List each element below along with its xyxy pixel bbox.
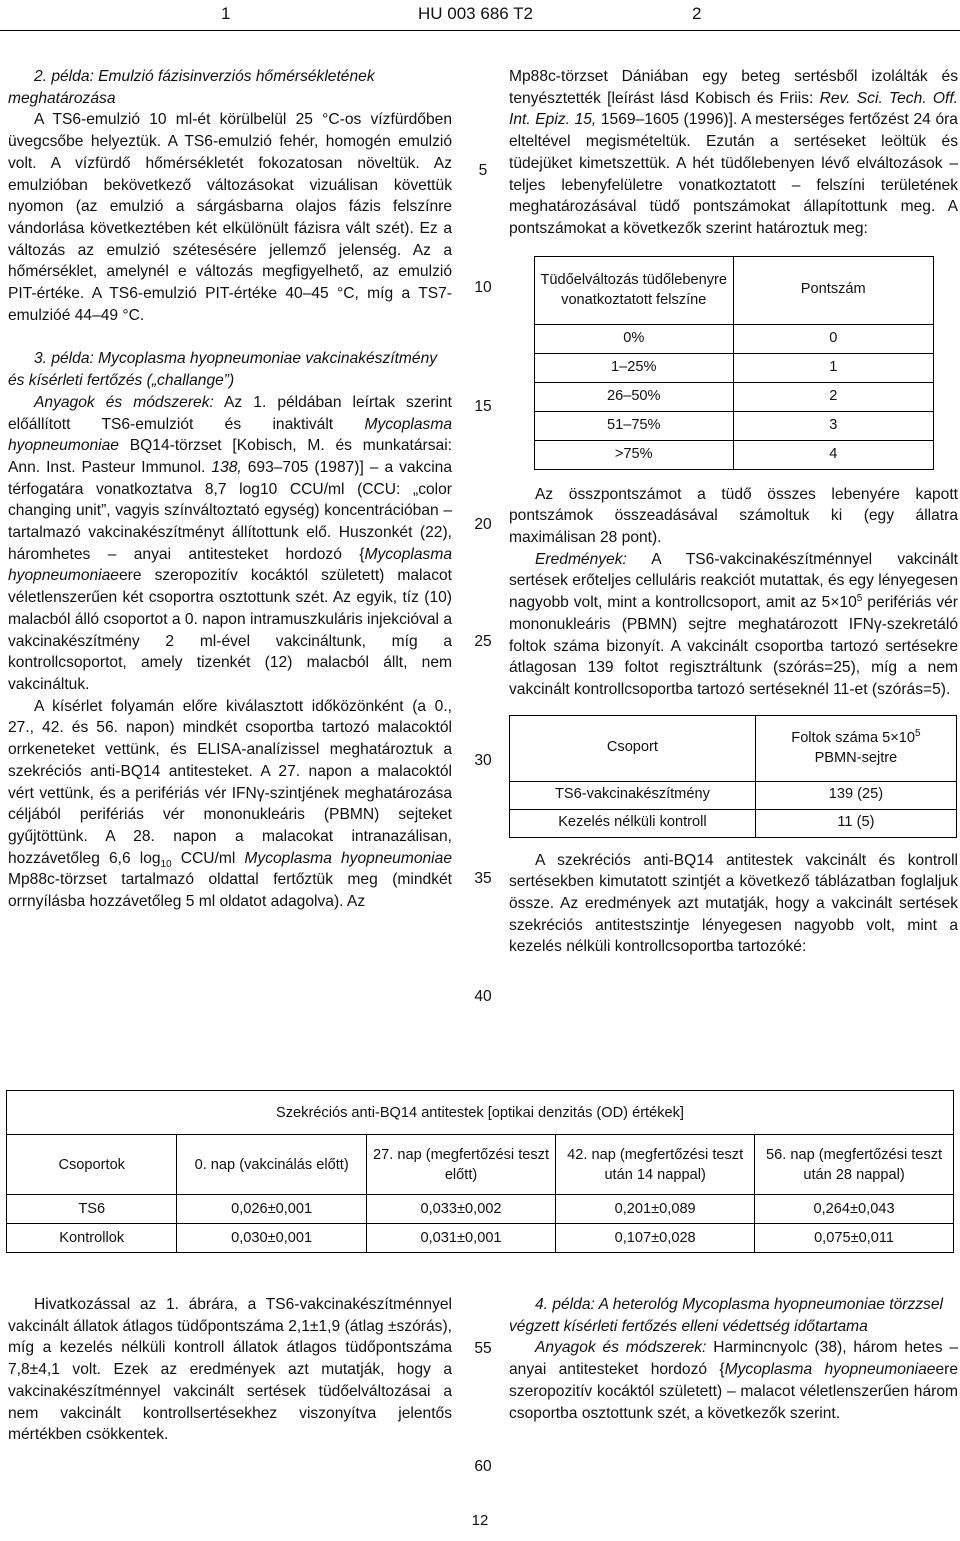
table-cell: 0,026±0,001 [177, 1195, 366, 1224]
table-cell: 0,031±0,001 [366, 1224, 555, 1253]
table-cell: >75% [534, 440, 734, 469]
bottom-left-paragraph: Hivatkozással az 1. ábrára, a TS6-vakcinakészítménnyel vakcinált állatok átlagos tüdőpontszáma 2,1±1,9 (átlag ±szórás), míg a kezelés nélküli kontroll állatok átlagos tüdőpontszáma 7,8±4,1 volt. Ezek az eredmények azt mutatják, hogy a vakcinakészítménnyel vakcinált sertések tüdőelváltozásai a nem vakcinált kontrollsertésekhez viszonyítva jelentős mértékben csökkentek. [8, 1296, 452, 1444]
text-run: Mycoplasma hyopneumoniae [244, 849, 452, 867]
line-number: 10 [474, 279, 492, 296]
bottom-right-column [509, 1294, 958, 1424]
line-number: 25 [474, 633, 492, 650]
lung-score-table [534, 256, 934, 470]
text-run: Mp88c-törzset Dániában egy beteg sertésből izolálták és tenyésztették [leírást lásd Kobisch és Friis: [509, 68, 958, 107]
right-paragraph-1 [509, 66, 958, 240]
line-number: 40 [474, 988, 492, 1005]
header-patent-number: HU 003 686 T2 [418, 4, 533, 23]
text-run: perifériás vér mononukleáris (PBMN) sejtre meghatározott IFNγ-szekretáló foltok száma bizonyít. A vakcinált csoportba tartozó sertésekre átlagosan 139 foltot regisztráltunk (szórás=25), míg a nem vakcinált kontrollcsoportba tartozó sertéseknél 11-et (szórás=5). [509, 594, 958, 698]
ifn-spot-table [509, 715, 957, 838]
table-cell: Kontrollok [7, 1224, 177, 1253]
table-cell: 0,201±0,089 [556, 1195, 755, 1224]
methods-label: Anyagok és módszerek: [535, 1339, 707, 1357]
header-left-page: 1 [221, 4, 231, 23]
text-run: Mycoplasma hyopneumoniae [8, 545, 452, 585]
table-cell: TS6-vakcinakészítmény [510, 781, 756, 809]
table-cell: 0,264±0,043 [755, 1195, 954, 1224]
text-run: 5 [915, 728, 921, 740]
text-run: Mp88c-törzset tartalmazó oldattal fertőztük meg (mindkét orrnyílásba hozzávetőleg 5 ml oldatot adagolva). Az [8, 871, 452, 911]
right-column [509, 66, 958, 958]
table-cell: 4 [734, 440, 934, 469]
text-run: PBMN-sejtre [814, 750, 898, 767]
text-run: 5 [856, 592, 863, 604]
page-number: 12 [471, 1512, 489, 1529]
table-cell: 2 [734, 382, 934, 411]
table-cell: 0% [534, 324, 734, 353]
table-cell: 51–75% [534, 411, 734, 440]
right-paragraph-3 [509, 549, 958, 701]
text-run: A TS6-vakcinakészítménnyel vakcinált sertések erőteljes celluláris reakciót mutattak, és egy lényegesen nagyobb volt, mint a kontrollcsoport, amit az 5×10 [509, 550, 958, 612]
text-run: Foltok száma 5×10 [791, 730, 915, 747]
text-run: BQ14-törzset [Kobisch, M. és munkatársai: Ann. Inst. Pasteur Immunol. [8, 437, 452, 476]
table-cell: 0,033±0,002 [366, 1195, 555, 1224]
text-run: A kísérlet folyamán előre kiválasztott időközönként (a 0., 27., 42. és 56. napon) mindkét csoportba tartozó malacoktól orrkeneteket vettünk, és ELISA-analízissel meghatároztuk a szekréciós anti-BQ14 antitesteket. A 27. napon a malacoktól vért vettünk, és a perifériás vér IFNγ-szintjének meghatározása céljából perifériás vér mononukleáris (PBMN) sejteket gyűjtöttünk. A 28. napon a malacokat intranazálisan, hozzávetőleg 6,6 log [8, 697, 452, 867]
text-run: 693–705 (1987)] – a vakcina térfogatára vonatkoztatva 8,7 log10 CCU/ml (CCU: „color changing unit”, vagyis színváltoztató egység) koncentrációban – tartalmazó vakcinakészítményt állítottunk elő. Huszonkét (22), háromhetes – anyai antitesteket hordozó { [8, 458, 453, 563]
table-cell: TS6 [7, 1195, 177, 1224]
table-cell: 0 [734, 324, 934, 353]
table-cell: 1–25% [534, 353, 734, 382]
right-paragraph-4: A szekréciós anti-BQ14 antitestek vakcinált és kontroll sertésekben kimutatott szintjét a következő táblázatban foglaljuk össze. Az eredmények azt mutatják, hogy a vakcinált sertések szekréciós antitestszintje lényegesen nagyobb volt, mint a kezelés nélküli kontrollcsoportba tartozóké: [509, 851, 958, 956]
table-cell: 3 [734, 411, 934, 440]
text-run: 138, [211, 458, 242, 476]
text-run: ere szeropozitív kocáktól született) malacot véletlenszerűen két csoportra osztottunk szét. Az egyik, tíz (10) malacból álló csoportot a 0. napon intramuszkuláris injekcióval a vakcinakészítmény 2 ml-ével vakcináltunk, míg a kontrollcsoportot, amely tizenkét (12) malacból állt, nem vakcináltuk. [8, 567, 452, 693]
table-header: 0. nap (vakcinálás előtt) [177, 1135, 366, 1195]
table-cell: 26–50% [534, 382, 734, 411]
example-3-paragraph-1 [8, 392, 452, 696]
table-header: Csoport [510, 715, 756, 781]
table-cell: 11 (5) [755, 809, 956, 837]
table-header: 56. nap (megfertőzési teszt után 28 nappal) [755, 1135, 954, 1195]
bottom-left-column [8, 1294, 452, 1446]
example-4-text [509, 1337, 958, 1424]
table-header: Tüdőelváltozás tüdőlebenyre vonatkoztatott felszíne [534, 256, 734, 324]
antibody-od-table [6, 1090, 954, 1253]
header-rule [0, 30, 960, 31]
text-run: Rev. Sci. Tech. Off. Int. Epiz. 15, [509, 89, 959, 129]
text-run: Mycoplasma hyopneumoniae [724, 1361, 936, 1379]
text-run: Harmincnyolc (38), három hetes – anyai antitesteket hordozó { [509, 1339, 958, 1379]
line-number: 20 [474, 516, 492, 533]
table-cell: 0,075±0,011 [755, 1224, 954, 1253]
example-4-title: 4. példa: A heterológ Mycoplasma hyopneumoniae törzzsel végzett kísérleti fertőzés elleni védettség időtartama [509, 1296, 943, 1335]
table-header: 42. nap (megfertőzési teszt után 14 nappal) [556, 1135, 755, 1195]
line-number: 15 [474, 398, 492, 415]
line-number: 55 [474, 1340, 492, 1357]
table-header: 27. nap (megfertőzési teszt előtt) [366, 1135, 555, 1195]
table-cell: Kezelés nélküli kontroll [510, 809, 756, 837]
line-number: 60 [474, 1458, 492, 1475]
text-run: CCU/ml [171, 849, 245, 867]
table-cell: 0,107±0,028 [556, 1224, 755, 1253]
table-cell: 0,030±0,001 [177, 1224, 366, 1253]
text-run: 1569–1605 (1996)]. A mesterséges fertőzést 24 óra elteltével megismételtük. Ezután a sertéseket leöltük és tüdejüket kimetszettük. A hét tüdőlebenyen lévő elváltozások – teljes lebenyfelületre vonatkoztatott – felszíni területének meghatározásával tüdő pontszámokat állapítottunk meg. A pontszámokat a következők szerint határoztuk meg: [509, 111, 958, 237]
table-title: Szekréciós anti-BQ14 antitestek [optikai denzitás (OD) értékek] [7, 1091, 954, 1135]
line-number: 30 [474, 752, 492, 769]
text-run: ere szeropozitív kocáktól született) – malacot véletlenszerűen három csoportba osztottunk szét, a következők szerint. [509, 1361, 958, 1422]
table-header: Pontszám [734, 256, 934, 324]
example-3-title: 3. példa: Mycoplasma hyopneumoniae vakcinakészítmény és kísérleti fertőzés („challange”) [8, 350, 438, 390]
table-cell: 139 (25) [755, 781, 956, 809]
header-right-page: 2 [692, 4, 702, 23]
example-3-paragraph-2 [8, 696, 452, 913]
left-column [8, 66, 452, 913]
results-label: Eredmények: [535, 550, 627, 568]
table-cell: 1 [734, 353, 934, 382]
example-2-title: 2. példa: Emulzió fázisinverziós hőmérsékletének meghatározása [8, 68, 375, 107]
table-header: Csoportok [7, 1135, 177, 1195]
table-header [755, 715, 956, 781]
text-run: Mycoplasma hyopneumoniae [8, 415, 452, 455]
text-run: Az 1. példában leírtak szerint előállított TS6-emulziót és inaktivált [8, 393, 452, 433]
methods-label: Anyagok és módszerek: [34, 393, 214, 411]
line-number: 5 [478, 162, 488, 179]
right-paragraph-2: Az összpontszámot a tüdő összes lebenyére kapott pontszámok összeadásával számoltuk ki (egy állatra maximálisan 28 pont). [509, 485, 958, 547]
example-2-text: A TS6-emulzió 10 ml-ét körülbelül 25 °C-os vízfürdőben üvegcsőbe helyeztük. A TS6-emulzió fehér, homogén emulzió volt. A vízfürdő hőmérsékletét fokozatosan növeltük. Az emulzióban bekövetkező változásokat vizuálisan követtük nyomon (az emulzió a sárgásbarna olajos fázis felszínre vándorlása következtében két elkülönült fázisra vált szét). Ez a változás az emulzió szétesésére jellemző jelenség. Az a hőmérséklet, amelynél e változás megfigyelhető, az emulzió PIT-értéke. A TS6-emulzió PIT-értéke 40–45 °C, míg a TS7-emulzióé 44–49 °C. [8, 111, 452, 324]
line-number: 35 [474, 870, 492, 887]
text-run: 10 [160, 858, 172, 870]
